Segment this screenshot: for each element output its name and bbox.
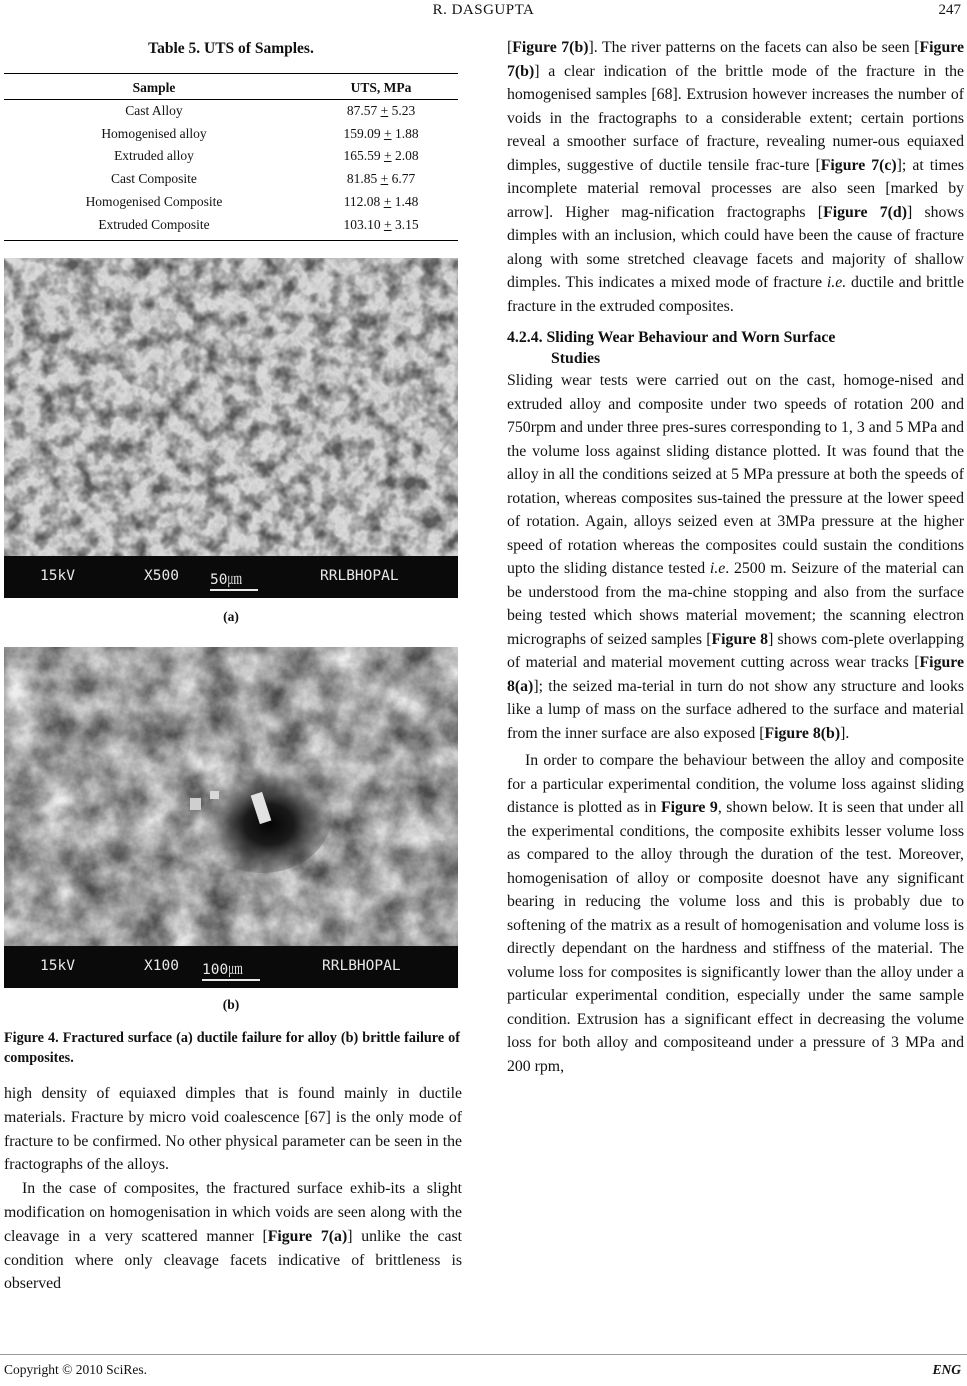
table-caption: Table 5. UTS of Samples. — [148, 40, 314, 57]
cell-uts: 87.57 + 5.23 — [346, 103, 416, 118]
paragraph: In order to compare the behaviour between the alloy and composite for a particular experimental condition, the volume loss against sliding distance is plotted as in Figure 9, shown below. It is seen that under all the experimental conditions, the composite exhibits lesser volume loss as compared to the alloy through the duration of the test. Moreover, homogenisation of alloy or composite doesnot have any significant bearing in reducing the volume loss and this is probably due to softening of the matrix as a result of homogenisation and volume loss is directly dependant on the hardness and stiffness of the material. The volume loss for composites is significantly lower than the alloy under a particular experimental condition, especially under the same sample condition. Extrusion has a significant effect in decreasing the volume loss for both alloy and compositeand under a pressure of 3 MPa and 200 rpm, — [507, 752, 965, 1075]
table-row — [4, 191, 458, 214]
subfigure-label-a: (a) — [223, 609, 239, 624]
figure-caption: Figure 4. Fractured surface (a) ductile failure for alloy (b) brittle failure of composites. — [4, 1030, 460, 1066]
footer-rule — [0, 1354, 967, 1355]
sem-data-bar-b — [4, 946, 458, 988]
ductile-dimple-texture — [4, 258, 458, 556]
scale-value: 50㎛ — [210, 572, 242, 588]
page-number: 247 — [938, 2, 961, 18]
subfigure-label-b: (b) — [222, 997, 240, 1012]
cell-uts: 112.08 + 1.48 — [343, 193, 419, 209]
cell-uts: 159.09 + 1.88 — [343, 125, 419, 141]
cell-sample: Cast Alloy — [125, 103, 183, 118]
lab-name: RRLBHOPAL — [322, 958, 401, 974]
right-column-body — [507, 36, 964, 1078]
copyright-notice: Copyright © 2010 SciRes. — [4, 1362, 148, 1377]
cell-uts: 81.85 + 6.77 — [346, 171, 416, 187]
uts-table — [4, 73, 458, 241]
magnification: X500 — [144, 568, 179, 584]
table-row — [4, 214, 458, 241]
cell-uts: 103.10 + 3.15 — [304, 214, 458, 241]
table-row — [4, 145, 458, 168]
cell-sample: Extruded alloy — [114, 148, 194, 164]
sem-data-bar-a — [4, 556, 458, 598]
journal-abbrev: ENG — [932, 1362, 961, 1377]
accelerating-voltage: 15kV — [40, 958, 75, 974]
cell-uts: 165.59 + 2.08 — [343, 148, 419, 164]
column-header-uts: UTS, MPa — [304, 74, 458, 100]
lab-name: RRLBHOPAL — [320, 568, 399, 584]
sem-micrograph-b — [4, 647, 458, 988]
scale-bar — [202, 979, 260, 981]
accelerating-voltage: 15kV — [40, 568, 75, 584]
paragraph: In the case of composites, the fractured surface exhib-its a slight modification on homogenisation in which voids are seen along with the cleavage in a very scattered manner [Figure 7(a)] unlike the cast condition where only cleavage facets indicative of brittleness is observed — [4, 1180, 463, 1293]
column-header-sample: Sample — [4, 74, 304, 100]
running-header-author: R. DASGUPTA — [432, 2, 535, 18]
section-heading: 4.2.4. Sliding Wear Behaviour and Worn Surface Studies — [507, 329, 836, 367]
sem-micrograph-a — [4, 258, 458, 598]
table-row — [4, 168, 458, 191]
cell-sample: Homogenised alloy — [101, 125, 207, 141]
left-column-body — [4, 1082, 462, 1296]
brittle-fracture-texture — [4, 647, 458, 946]
table-header-row — [4, 74, 458, 100]
cell-sample: Homogenised Composite — [85, 193, 223, 209]
cell-sample: Cast Composite — [111, 171, 197, 187]
scale-value: 100㎛ — [202, 962, 243, 978]
table-row — [4, 100, 458, 123]
cell-sample: Extruded Composite — [4, 214, 304, 241]
paragraph: high density of equiaxed dimples that is found mainly in ductile materials. Fracture by micro void coalescence [67] is the only mode of fracture to be confirmed. No other physical parameter can be seen in the fractographs of the alloys. — [4, 1085, 462, 1174]
magnification: X100 — [144, 958, 179, 974]
table-row — [4, 123, 458, 146]
paragraph: [Figure 7(b)]. The river patterns on the facets can also be seen [Figure 7(b)] a clear indication of the brittle mode of the fracture in the homogenised samples [68]. Extrusion however increases the number of voids in the fractographs to a considerable extent; certain portions reveal a smoother surface of fracture, revealing numer-ous equiaxed dimples, suggestive of ductile tensile frac-ture [Figure 7(c)]; at times incomplete material removal processes are also seen [marked by arrow]. Higher mag-nification fractographs [Figure 7(d)] shows dimples with an inclusion, which could have been the cause of fracture along with some stretched cleavage facets and majority of shallow dimples. This indicates a mixed mode of fracture i.e. ductile and brittle fracture in the extruded composites. — [507, 39, 964, 315]
paragraph: Sliding wear tests were carried out on the cast, homoge-nised and extruded alloy and composite under two speeds of rotation 200 and 750rpm and under three pres-sures corresponding to 1, 3 and 5 MPa and the volume loss against sliding distance plotted. It was found that the alloy in all the conditions seized at 5 MPa pressure at both the speeds of rotation, whereas composites sus-tained the pressure at the lower speed of rotation. Again, alloys seized even at 3MPa pressure at the higher speed of rotation whereas the composites could sustain the conditions upto the sliding distance tested i.e. 2500 m. Seizure of the material can be understood from the ma-chine stopping and also from the surface being tested which shows material movement; the scanning electron micrographs of seized samples [Figure 8] shows com-plete overlapping of material and material movement cutting across wear tracks [Figure 8(a)]; the seized ma-terial in turn do not show any structure and looks like a lump of mass on the surface adhered to the surface and material from the inner surface are also exposed [Figure 8(b)]. — [507, 372, 965, 742]
scale-bar — [210, 589, 258, 591]
